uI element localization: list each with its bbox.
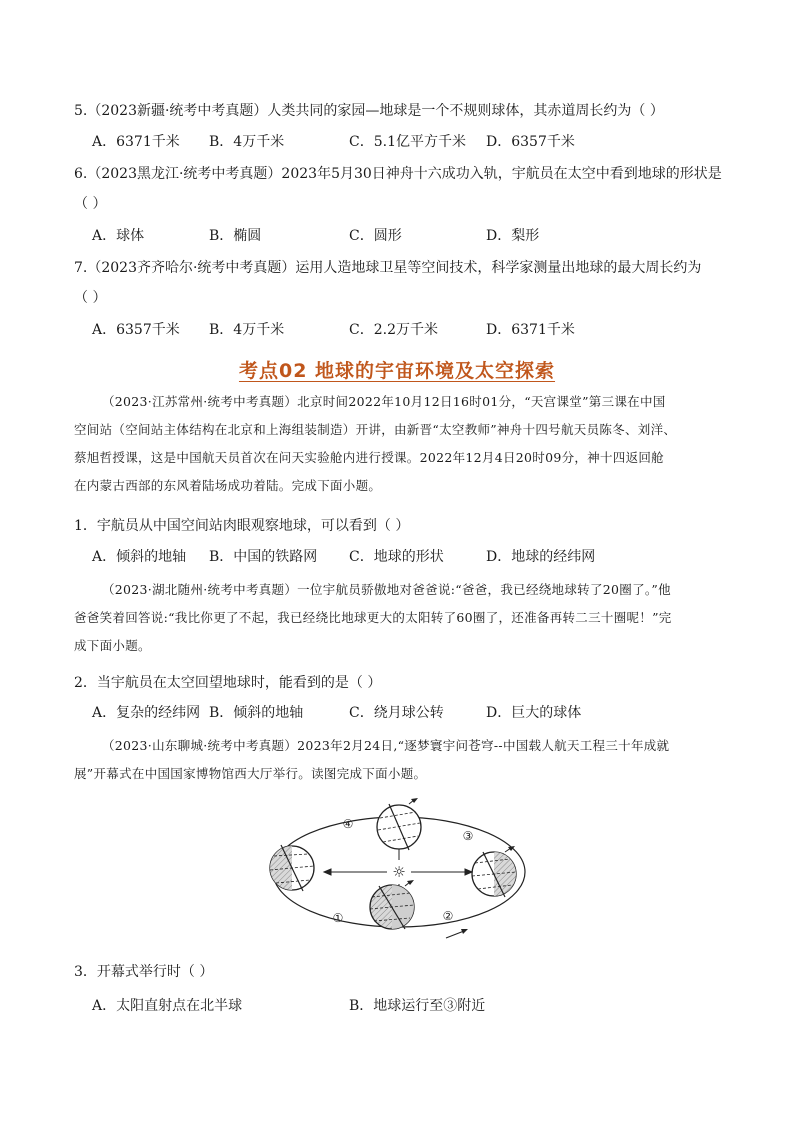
option-d: D．地球的经纬网	[486, 549, 596, 565]
question-5-stem: 5.（2023新疆·统考中考真题）人类共同的家园—地球是一个不规则球体，其赤道周长约为（ ）	[74, 103, 664, 119]
question-1-options	[92, 547, 752, 567]
question-3-stem: 3．开幕式举行时（ ）	[74, 964, 214, 980]
position-label-2: ②	[442, 909, 454, 923]
passage-suizhou	[74, 576, 724, 660]
option-b: B．中国的铁路网	[209, 549, 318, 565]
option-b: B．地球运行至③附近	[349, 998, 486, 1014]
question-6-stem: 6.（2023黑龙江·统考中考真题）2023年5月30日神舟十六成功入轨，宇航员在太空中看到地球的形状是	[74, 166, 722, 182]
sun-icon: ☼	[392, 863, 406, 881]
option-a: A．球体	[92, 228, 145, 244]
earth-top	[377, 798, 421, 850]
passage-line: 成下面小题。	[74, 638, 151, 653]
passage-line: 空间站（空间站主体结构在北京和上海组装制造）开讲，由新晋“太空教师”神舟十四号航天员陈冬、刘洋、	[74, 422, 677, 437]
option-b: B．4万千米	[209, 322, 285, 338]
revolution-arrow	[446, 929, 468, 938]
passage-liaocheng	[74, 732, 724, 788]
option-b: B．倾斜的地轴	[209, 705, 304, 721]
section-title: 考点02 地球的宇宙环境及太空探索	[238, 360, 556, 382]
option-c: C．圆形	[349, 228, 402, 244]
option-a: A．太阳直射点在北半球	[92, 998, 243, 1014]
earth-orbit-diagram	[268, 790, 530, 940]
question-3-options	[92, 996, 752, 1016]
option-a: A．6357千米	[92, 322, 180, 338]
option-a: A．复杂的经纬网	[92, 705, 201, 721]
question-5-options	[92, 132, 752, 152]
question-6-bracket: （ ）	[74, 196, 107, 212]
option-b: B．椭圆	[209, 228, 262, 244]
option-b: B．4万千米	[209, 134, 285, 150]
option-c: C．地球的形状	[349, 549, 444, 565]
question-6-options	[92, 226, 752, 246]
passage-line: 爸爸笑着回答说:“我比你更了不起，我已经绕比地球更大的太阳转了60圈了，还准备再转二三十圈呢！”完	[74, 610, 672, 625]
earth-right	[472, 846, 516, 897]
option-d: D．梨形	[486, 228, 540, 244]
passage-line: 在内蒙古西部的东风着陆场成功着陆。完成下面小题。	[74, 478, 382, 493]
question-2-stem: 2．当宇航员在太空回望地球时，能看到的是（ ）	[74, 675, 382, 691]
passage-line: （2023·江苏常州·统考中考真题）北京时间2022年10月12日16时01分，“天宫课堂”第三课在中国	[102, 394, 666, 409]
earth-left	[270, 845, 314, 891]
position-label-4: ④	[342, 817, 354, 831]
passage-line: （2023·湖北随州·统考中考真题）一位宇航员骄傲地对爸爸说:“爸爸，我已经绕地球转了20圈了。”他	[102, 582, 671, 597]
earth-bottom	[370, 880, 414, 929]
question-7-options	[92, 320, 752, 340]
option-c: C．5.1亿平方千米	[349, 134, 466, 150]
option-d: D．巨大的球体	[486, 705, 582, 721]
passage-line: 展”开幕式在中国国家博物馆西大厅举行。读图完成下面小题。	[74, 766, 427, 781]
question-7-bracket: （ ）	[74, 290, 107, 306]
option-d: D．6371千米	[486, 322, 575, 338]
option-c: C．绕月球公转	[349, 705, 444, 721]
option-c: C．2.2万千米	[349, 322, 438, 338]
option-a: A．倾斜的地轴	[92, 549, 187, 565]
passage-line: 蔡旭哲授课，这是中国航天员首次在问天实验舱内进行授课。2022年12月4日20时09分，神十四返回舱	[74, 450, 664, 465]
option-d: D．6357千米	[486, 134, 575, 150]
question-7-stem: 7.（2023齐齐哈尔·统考中考真题）运用人造地球卫星等空间技术，科学家测量出地球的最大周长约为	[74, 260, 702, 276]
position-label-1: ①	[332, 911, 344, 925]
question-2-options	[92, 703, 752, 723]
question-1-stem: 1．宇航员从中国空间站肉眼观察地球，可以看到（ ）	[74, 518, 410, 534]
passage-changzhou	[74, 388, 724, 500]
passage-line: （2023·山东聊城·统考中考真题）2023年2月24日,“逐梦寰宇问苍穹--中国载人航天工程三十年成就	[102, 738, 670, 753]
option-a: A．6371千米	[92, 134, 180, 150]
position-label-3: ③	[462, 829, 474, 843]
